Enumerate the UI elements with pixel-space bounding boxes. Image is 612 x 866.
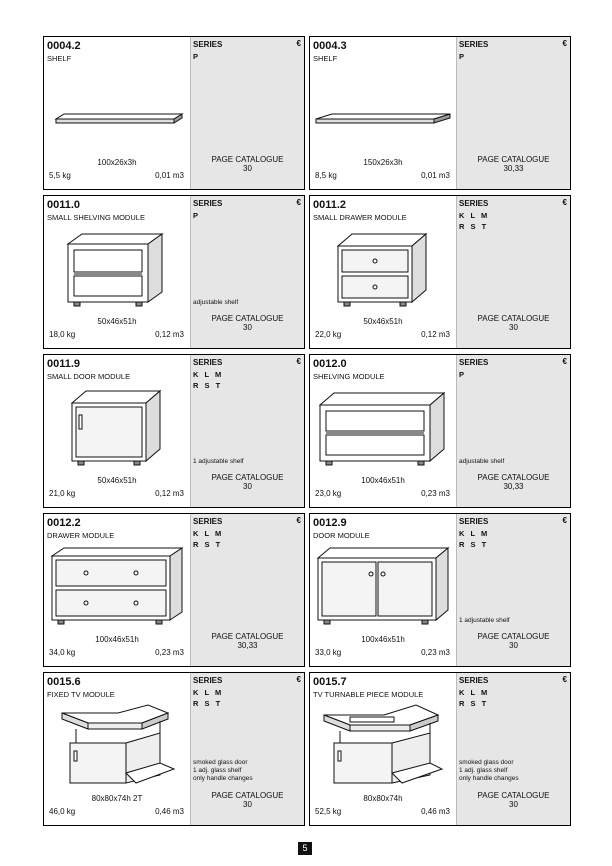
series-values: [193, 528, 223, 550]
product-illustration: [48, 385, 186, 471]
series-label: SERIES: [193, 517, 223, 526]
note-line: smoked glass door: [459, 759, 514, 766]
product-illustration: [314, 226, 452, 312]
series-values: [459, 528, 489, 550]
product-code: 0011.9: [47, 358, 81, 370]
product-series-panel: [190, 673, 304, 825]
product-code: 0012.9: [313, 517, 347, 529]
series-label: SERIES: [193, 358, 223, 367]
euro-icon: €: [296, 516, 301, 525]
product-illustration: [48, 703, 186, 789]
product-dimensions: 50x46x51h: [97, 317, 137, 326]
note-line: only handle changes: [193, 775, 253, 782]
euro-icon: €: [562, 39, 567, 48]
euro-icon: €: [562, 516, 567, 525]
product-dimensions: 100x46x51h: [361, 476, 405, 485]
product-volume: 0,23 m3: [155, 648, 184, 657]
product-series-panel: [456, 514, 570, 666]
page-catalogue-label: PAGE CATALOGUE: [211, 473, 284, 482]
product-weight: 22,0 kg: [315, 330, 342, 339]
product-name: SHELVING MODULE: [313, 372, 385, 381]
product-weight: 23,0 kg: [315, 489, 342, 498]
product-note: [193, 759, 253, 783]
product-info: [44, 514, 190, 666]
product-code: 0011.2: [313, 199, 347, 211]
product-series-panel: [190, 355, 304, 507]
euro-icon: €: [296, 39, 301, 48]
series-code: K L M: [193, 529, 224, 538]
product-series-panel: [190, 196, 304, 348]
product-info: [44, 355, 190, 507]
series-label: SERIES: [193, 199, 223, 208]
product-code: 0004.3: [313, 40, 347, 52]
product-weight: 21,0 kg: [49, 489, 76, 498]
page-number: 5: [298, 842, 312, 855]
series-code: R S T: [193, 381, 223, 390]
page-catalogue: [457, 474, 570, 491]
product-name: TV TURNABLE PIECE MODULE: [313, 690, 424, 699]
product-dimensions: 100x46x51h: [361, 635, 405, 644]
page-catalogue: [191, 474, 304, 491]
product-series-panel: [456, 37, 570, 189]
product-dimensions: 50x46x51h: [97, 476, 137, 485]
product-series-panel: [456, 673, 570, 825]
page-catalogue-value: 30,33: [503, 481, 524, 491]
series-label: SERIES: [459, 40, 489, 49]
page-catalogue-value: 30: [509, 799, 518, 809]
series-code: K L M: [459, 211, 490, 220]
product-weight: 52,5 kg: [315, 807, 342, 816]
product-note: [459, 759, 519, 783]
product-card: [43, 513, 305, 667]
series-values: [193, 369, 223, 391]
page-catalogue-label: PAGE CATALOGUE: [477, 632, 550, 641]
page-catalogue: [191, 156, 304, 173]
product-code: 0004.2: [47, 40, 81, 52]
page-catalogue-label: PAGE CATALOGUE: [211, 791, 284, 800]
product-volume: 0,46 m3: [421, 807, 450, 816]
series-values: [193, 210, 200, 221]
product-card: [43, 354, 305, 508]
page-catalogue: [191, 792, 304, 809]
page-catalogue: [457, 156, 570, 173]
euro-icon: €: [562, 357, 567, 366]
product-name: DOOR MODULE: [313, 531, 370, 540]
product-name: SMALL DRAWER MODULE: [313, 213, 407, 222]
series-label: SERIES: [459, 199, 489, 208]
product-weight: 18,0 kg: [49, 330, 76, 339]
page-catalogue-label: PAGE CATALOGUE: [477, 155, 550, 164]
note-line: smoked glass door: [193, 759, 248, 766]
product-illustration: [48, 544, 186, 630]
product-volume: 0,01 m3: [421, 171, 450, 180]
product-name: DRAWER MODULE: [47, 531, 115, 540]
page-catalogue: [191, 315, 304, 332]
page-catalogue: [457, 315, 570, 332]
note-line: 1 adj. glass shelf: [459, 767, 508, 774]
note-line: adjustable shelf: [193, 299, 239, 306]
page-catalogue-value: 30: [509, 640, 518, 650]
product-info: [44, 673, 190, 825]
series-code: P: [459, 370, 467, 379]
product-card: [43, 672, 305, 826]
series-values: [459, 369, 466, 380]
note-line: 1 adjustable shelf: [459, 617, 510, 624]
product-info: [310, 196, 456, 348]
page-catalogue-value: 30: [243, 322, 252, 332]
product-illustration: [48, 67, 186, 153]
product-weight: 34,0 kg: [49, 648, 76, 657]
product-card: [43, 36, 305, 190]
product-series-panel: [456, 196, 570, 348]
note-line: 1 adj. glass shelf: [193, 767, 242, 774]
product-name: FIXED TV MODULE: [47, 690, 115, 699]
product-series-panel: [456, 355, 570, 507]
product-card: [309, 672, 571, 826]
euro-icon: €: [296, 357, 301, 366]
product-info: [310, 37, 456, 189]
page-catalogue-label: PAGE CATALOGUE: [211, 632, 284, 641]
series-values: [459, 51, 466, 62]
series-values: [459, 687, 489, 709]
page-catalogue-label: PAGE CATALOGUE: [211, 314, 284, 323]
product-volume: 0,46 m3: [155, 807, 184, 816]
series-label: SERIES: [459, 358, 489, 367]
product-code: 0012.0: [313, 358, 347, 370]
product-info: [310, 673, 456, 825]
product-dimensions: 100x46x51h: [95, 635, 139, 644]
product-grid: [43, 36, 571, 826]
series-label: SERIES: [193, 40, 223, 49]
product-name: SHELF: [313, 54, 338, 63]
page-catalogue-label: PAGE CATALOGUE: [477, 473, 550, 482]
page-catalogue-label: PAGE CATALOGUE: [477, 314, 550, 323]
series-code: R S T: [193, 540, 223, 549]
product-volume: 0,12 m3: [155, 489, 184, 498]
product-dimensions: 100x26x3h: [97, 158, 137, 167]
product-weight: 33,0 kg: [315, 648, 342, 657]
product-info: [44, 37, 190, 189]
page-catalogue-value: 30,33: [237, 640, 258, 650]
product-note: [459, 617, 510, 625]
product-note: [459, 458, 504, 466]
product-info: [310, 514, 456, 666]
product-code: 0015.7: [313, 676, 347, 688]
series-code: K L M: [459, 688, 490, 697]
product-info: [44, 196, 190, 348]
product-series-panel: [190, 37, 304, 189]
product-note: [193, 458, 244, 466]
product-code: 0015.6: [47, 676, 81, 688]
product-name: SMALL DOOR MODULE: [47, 372, 131, 381]
product-dimensions: 80x80x74h 2T: [91, 794, 143, 803]
product-volume: 0,23 m3: [421, 648, 450, 657]
series-label: SERIES: [459, 676, 489, 685]
product-note: [193, 299, 238, 307]
product-info: [310, 355, 456, 507]
note-line: adjustable shelf: [459, 458, 505, 465]
series-values: [193, 687, 223, 709]
euro-icon: €: [562, 675, 567, 684]
product-illustration: [314, 385, 452, 471]
page-catalogue-value: 30: [243, 481, 252, 491]
series-code: R S T: [193, 699, 223, 708]
product-series-panel: [190, 514, 304, 666]
product-name: SMALL SHELVING MODULE: [47, 213, 145, 222]
product-weight: 46,0 kg: [49, 807, 76, 816]
series-code: K L M: [193, 688, 224, 697]
product-illustration: [314, 544, 452, 630]
series-code: P: [193, 211, 201, 220]
euro-icon: €: [562, 198, 567, 207]
page-catalogue: [457, 792, 570, 809]
product-weight: 8,5 kg: [315, 171, 337, 180]
product-card: [309, 195, 571, 349]
product-illustration: [314, 67, 452, 153]
product-dimensions: 150x26x3h: [363, 158, 403, 167]
series-code: R S T: [459, 699, 489, 708]
product-dimensions: 80x80x74h: [363, 794, 403, 803]
product-name: SHELF: [47, 54, 72, 63]
product-code: 0011.0: [47, 199, 81, 211]
euro-icon: €: [296, 675, 301, 684]
product-volume: 0,23 m3: [421, 489, 450, 498]
product-illustration: [314, 703, 452, 789]
series-code: P: [193, 52, 201, 61]
series-code: K L M: [193, 370, 224, 379]
series-code: P: [459, 52, 467, 61]
series-code: R S T: [459, 222, 489, 231]
page-catalogue-label: PAGE CATALOGUE: [211, 155, 284, 164]
series-values: [193, 51, 200, 62]
product-volume: 0,01 m3: [155, 171, 184, 180]
page-catalogue-label: PAGE CATALOGUE: [477, 791, 550, 800]
product-code: 0012.2: [47, 517, 81, 529]
page-catalogue: [457, 633, 570, 650]
series-label: SERIES: [459, 517, 489, 526]
note-line: only handle changes: [459, 775, 519, 782]
product-illustration: [48, 226, 186, 312]
series-values: [459, 210, 489, 232]
product-volume: 0,12 m3: [155, 330, 184, 339]
page-catalogue-value: 30: [509, 322, 518, 332]
series-code: R S T: [459, 540, 489, 549]
product-card: [309, 513, 571, 667]
page-catalogue-value: 30,33: [503, 163, 524, 173]
product-weight: 5,5 kg: [49, 171, 71, 180]
series-code: K L M: [459, 529, 490, 538]
note-line: 1 adjustable shelf: [193, 458, 244, 465]
product-card: [309, 354, 571, 508]
product-card: [43, 195, 305, 349]
page-catalogue-value: 30: [243, 799, 252, 809]
product-card: [309, 36, 571, 190]
page-catalogue-value: 30: [243, 163, 252, 173]
series-label: SERIES: [193, 676, 223, 685]
page-catalogue: [191, 633, 304, 650]
product-volume: 0,12 m3: [421, 330, 450, 339]
euro-icon: €: [296, 198, 301, 207]
product-dimensions: 50x46x51h: [363, 317, 403, 326]
